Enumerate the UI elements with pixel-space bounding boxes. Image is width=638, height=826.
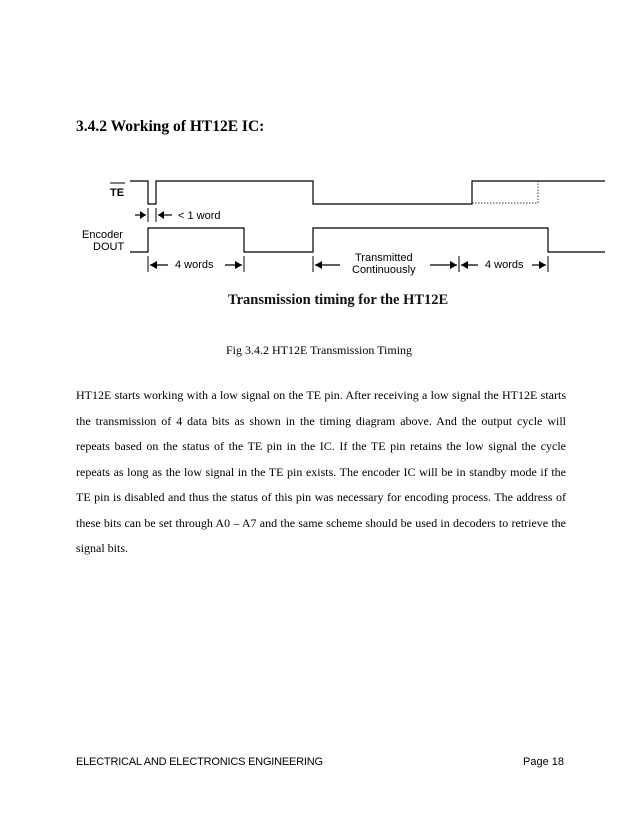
te-label: TE [110,187,125,199]
one-word-label: < 1 word [178,210,221,222]
body-paragraph: HT12E starts working with a low signal on the TE pin. After receiving a low signal the HT12E starts the transmission of 4 data bits as shown in the timing diagram above. And the output cycle will repeats based on the status of the TE pin in the IC. If the TE pin retains the low signal the cycle repeats as long as the low signal in the TE pin exists. The encoder IC will be in standby mode if the TE pin is disabled and thus the status of this pin was necessary for encoding process. The address of these bits can be set through A0 – A7 and the same scheme should be used in decoders to retrieve the signal bits. [76,388,566,555]
one-word-arrowhead-right [158,211,164,219]
transmitted-arrowhead-left [315,261,322,269]
diagram-title: Transmission timing for the HT12E [228,292,449,308]
four-words-b-arrowhead-left [461,261,468,269]
four-words-a-arrowhead-right [235,261,242,269]
four-words-b-arrowhead-right [539,261,546,269]
four-words-a-arrowhead-left [150,261,157,269]
footer-department: ELECTRICAL AND ELECTRONICS ENGINEERING [76,756,323,768]
dout-waveform [130,228,605,252]
four-words-b-label: 4 words [485,259,524,271]
te-dotted-segment [472,181,538,203]
transmitted-arrowhead-right [450,261,457,269]
transmitted-label-line2: Continuously [352,264,416,276]
four-words-a-label: 4 words [175,259,214,271]
figure-caption: Fig 3.4.2 HT12E Transmission Timing [225,343,413,357]
section-heading: 3.4.2 Working of HT12E IC: [76,118,265,135]
footer-page-number: Page 18 [523,756,564,768]
one-word-arrowhead-left [140,211,146,219]
timing-diagram [0,160,638,320]
te-waveform [130,181,605,204]
encoder-label: Encoder [82,229,123,241]
dout-label: DOUT [93,241,125,253]
transmitted-label-line1: Transmitted [355,252,413,264]
